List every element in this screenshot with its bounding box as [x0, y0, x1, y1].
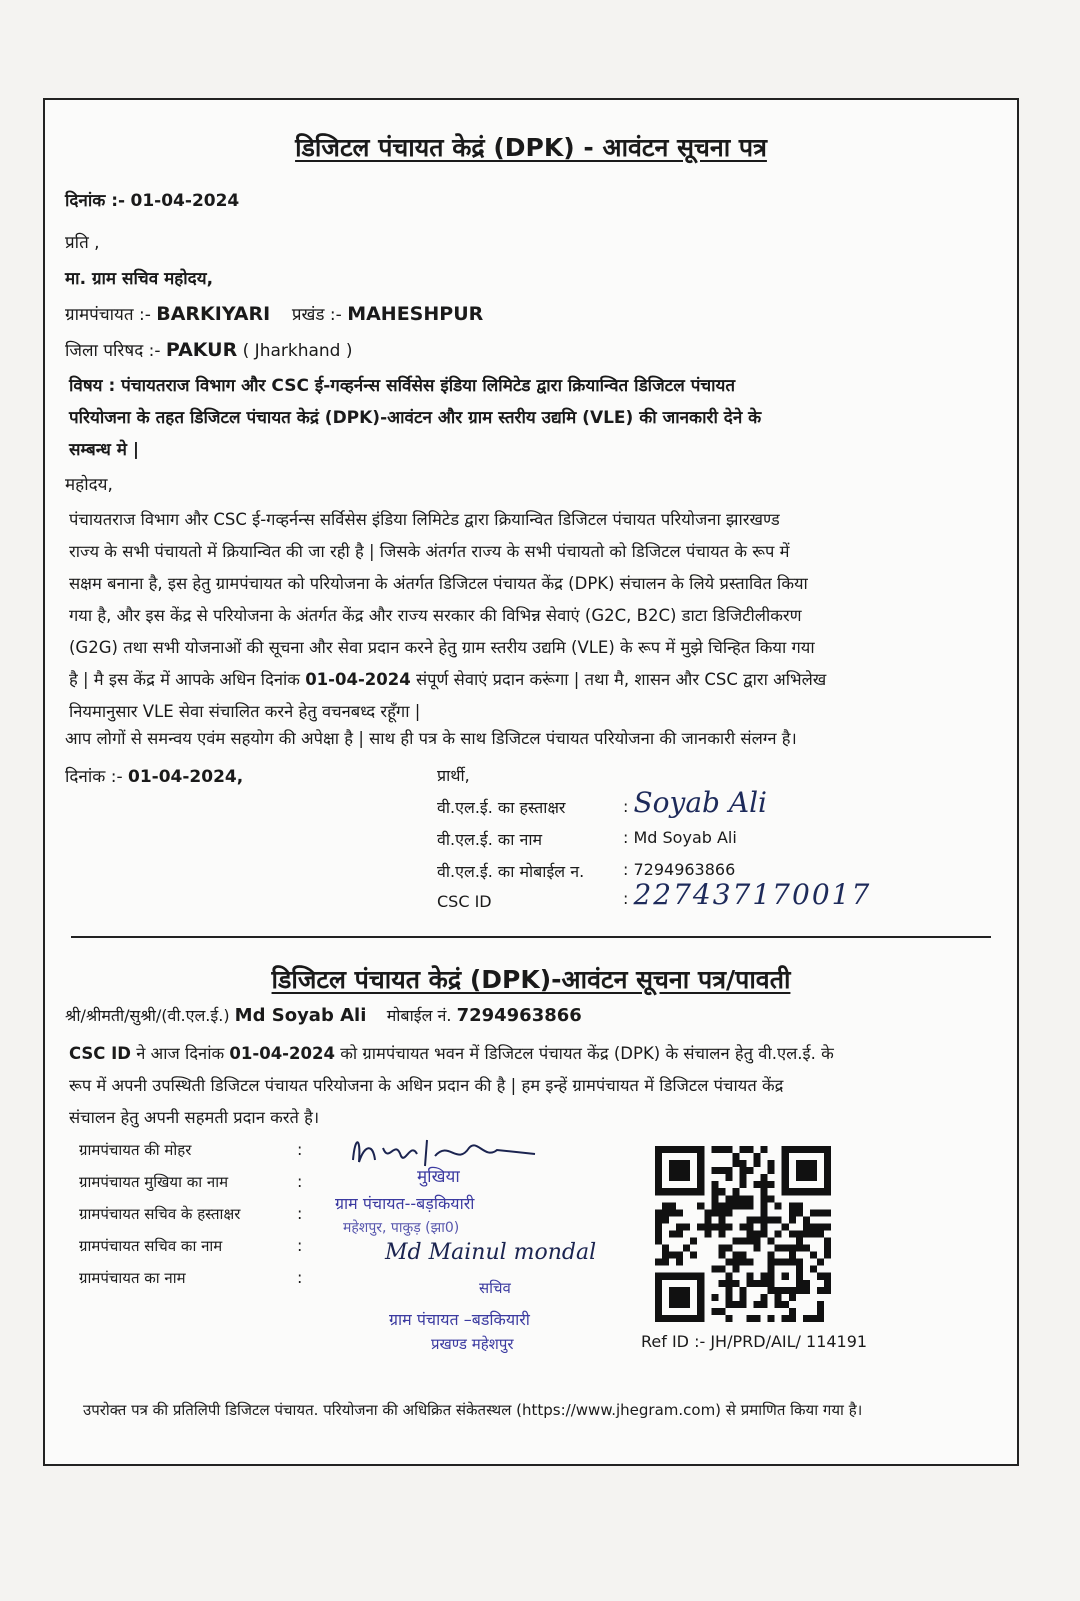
date2-label: दिनांक :-: [65, 767, 123, 787]
closing: आप लोगों से समन्वय एवंम सहयोग की अपेक्षा है | साथ ही पत्र के साथ डिजिटल पंचायत परियोजना की जानकारी संलग्न है।: [65, 729, 797, 748]
section-divider: [71, 936, 991, 938]
stamp-sachiv: सचिव: [479, 1279, 511, 1297]
salutation: महोदय,: [65, 475, 113, 495]
field-secretary-name-label: ग्रामपंचायत सचिव का नाम: [79, 1237, 223, 1255]
gp-value: BARKIYARI: [156, 303, 271, 325]
bottom-title: डिजिटल पंचायत केद्रं (DPK)-आवंटन सूचना पत्र/पावती: [271, 965, 791, 994]
ack-line-3: संचालन हेतु अपनी सहमती प्रदान करते है।: [69, 1108, 320, 1127]
letter-sheet: [43, 98, 1019, 1466]
addressee: मा. ग्राम सचिव महोदय,: [65, 269, 214, 289]
ack-line-1-date: 01-04-2024: [229, 1044, 335, 1063]
vle-name-value: : Md Soyab Ali: [623, 828, 737, 847]
ack-csc-bold: CSC ID: [69, 1044, 131, 1063]
prarthi: प्रार्थी,: [437, 766, 470, 785]
date2-line: [65, 764, 243, 787]
colon-3: :: [297, 1204, 303, 1223]
date-value: 01-04-2024: [130, 191, 240, 211]
body-line-4: गया है, और इस केंद्र से परियोजना के अंतर्गत केंद्र और राज्य सरकार की विभिन्न सेवाएं (G2C, B2C) डाटा डिजिटीलीकरण: [69, 606, 802, 625]
state: ( Jharkhand ): [242, 341, 353, 361]
footer-note: उपरोक्त पत्र की प्रतिलिपी डिजिटल पंचायत. परियोजना की अधिक्रित संकेतस्थल (https://www.jhegram.com) से प्रमाणित किया गया है।: [83, 1401, 863, 1419]
field-mukhiya-label: ग्रामपंचायत मुखिया का नाम: [79, 1173, 229, 1191]
shri-label: श्री/श्रीमती/सुश्री/(वी.एल.ई.): [65, 1006, 230, 1025]
ack-line-1: [69, 1038, 999, 1070]
date-label: दिनांक :-: [65, 191, 126, 211]
body-line-7: नियमानुसार VLE सेवा संचालित करने हेतु वचनबध्द रहूँगा |: [69, 702, 421, 721]
top-title: डिजिटल पंचायत केद्रं (DPK) - आवंटन सूचना पत्र: [295, 133, 767, 162]
block-value: MAHESHPUR: [347, 303, 484, 325]
csc-value: : 227437170017: [623, 878, 872, 911]
stamp-gp2: ग्राम पंचायत –बडकियारी: [389, 1310, 530, 1329]
ack-line-1-post: को ग्रामपंचायत भवन में डिजिटल पंचायत केंद्र (DPK) के संचालन हेतु वी.एल.ई. के: [340, 1044, 834, 1063]
csc-label: CSC ID: [437, 892, 492, 911]
body-line-6-post: संपूर्ण सेवाएं प्रदान करूंगा | तथा मै, शासन और CSC द्वारा अभिलेख: [415, 670, 827, 689]
csc-id-handwritten: 227437170017: [633, 878, 872, 911]
stamp-block: महेशपुर, पाकुड़ (झा0): [343, 1220, 460, 1236]
body-line-6-date: 01-04-2024: [305, 670, 411, 689]
colon-1: :: [297, 1140, 303, 1159]
prati: प्रति ,: [65, 233, 100, 253]
secretary-signature: Md Mainul mondal: [385, 1240, 597, 1265]
stamp-block2: प्रखण्ड महेशपुर: [431, 1335, 514, 1353]
body-line-1: पंचायतराज विभाग और CSC ई-गव्हर्नन्स सर्विसेस इंडिया लिमिटेड द्वारा क्रियान्वित डिजिटल पंचायत परियोजना झारखण्ड: [69, 510, 780, 529]
body-line-6-pre: है | मै इस केंद्र में आपके अधिन दिनांक: [69, 670, 300, 689]
vle-sig-value: : Soyab Ali: [623, 786, 767, 819]
vle-ack-line: [65, 1004, 582, 1026]
vle-mobile-value: : 7294963866: [623, 860, 736, 879]
colon-4: :: [297, 1236, 303, 1255]
ack-paragraph: [69, 1038, 999, 1134]
district-value: PAKUR: [165, 339, 238, 361]
body-line-5: (G2G) तथा सभी योजनाओं की सूचना और सेवा प्रदान करने हेतु ग्राम स्तरीय उद्यमि (VLE) के रूप में मुझे चिन्हित किया गया: [69, 638, 815, 657]
district-label: जिला परिषद :-: [65, 341, 161, 361]
district-line: [65, 338, 353, 361]
gp-block-line: [65, 302, 483, 325]
date2-value: 01-04-2024,: [128, 767, 244, 787]
vle-mobile-label: वी.एल.ई. का मोबाईल न.: [437, 862, 585, 881]
qr-code: [655, 1146, 831, 1322]
subject-line-1: विषय : पंचायतराज विभाग और CSC ई-गव्हर्नन्स सर्विसेस इंडिया लिमिटेड द्वारा क्रियान्वित डिजिटल पंचायत: [69, 376, 736, 396]
block-label: प्रखंड :-: [291, 305, 342, 325]
ack-mobile-label: मोबाईल नं.: [386, 1006, 452, 1025]
body-line-6: [69, 664, 999, 696]
stamp-gp: ग्राम पंचायत--बड़कियारी: [335, 1194, 475, 1213]
ack-line-2: रूप में अपनी उपस्थिती डिजिटल पंचायत परियोजना के अधिन प्रदान की है | हम इन्हें ग्रामपंचायत में डिजिटल पंचायत केंद्र: [69, 1076, 784, 1095]
ref-id: Ref ID :- JH/PRD/AIL/ 114191: [641, 1332, 868, 1351]
colon-2: :: [297, 1172, 303, 1191]
field-stamp-label: ग्रामपंचायत की मोहर: [79, 1141, 192, 1159]
shri-name: Md Soyab Ali: [234, 1005, 367, 1026]
gp-label: ग्रामपंचायत :-: [65, 305, 151, 325]
vle-sig-label: वी.एल.ई. का हस्ताक्षर: [437, 798, 566, 817]
subject: [69, 370, 999, 466]
colon-5: :: [297, 1268, 303, 1287]
vle-signature: Soyab Ali: [633, 786, 767, 819]
field-gp-name-label: ग्रामपंचायत का नाम: [79, 1269, 186, 1287]
field-secretary-sig-label: ग्रामपंचायत सचिव के हस्ताक्षर: [79, 1205, 241, 1223]
ack-line-1-mid: ने आज दिनांक: [136, 1044, 225, 1063]
vle-name-label: वी.एल.ई. का नाम: [437, 830, 543, 849]
ack-mobile-value: 7294963866: [456, 1005, 582, 1026]
date-line: [65, 188, 239, 211]
subject-line-2: परियोजना के तहत डिजिटल पंचायत केद्रं (DPK)-आवंटन और ग्राम स्तरीय उद्यमि (VLE) की जानकारी देने के: [69, 408, 762, 428]
stamp-mukhiya: मुखिया: [417, 1167, 460, 1187]
body: [69, 504, 999, 728]
body-line-3: सक्षम बनाना है, इस हेतु ग्रामपंचायत को परियोजना के अंतर्गत डिजिटल पंचायत केंद्र (DPK) संचालन के लिये प्रस्तावित किया: [69, 574, 808, 593]
subject-line-3: सम्बन्ध मे |: [69, 440, 140, 460]
body-line-2: राज्य के सभी पंचायतो में क्रियान्वित की जा रही है | जिसके अंतर्गत राज्य के सभी पंचायतो को डिजिटल पंचायत के रूप में: [69, 542, 790, 561]
